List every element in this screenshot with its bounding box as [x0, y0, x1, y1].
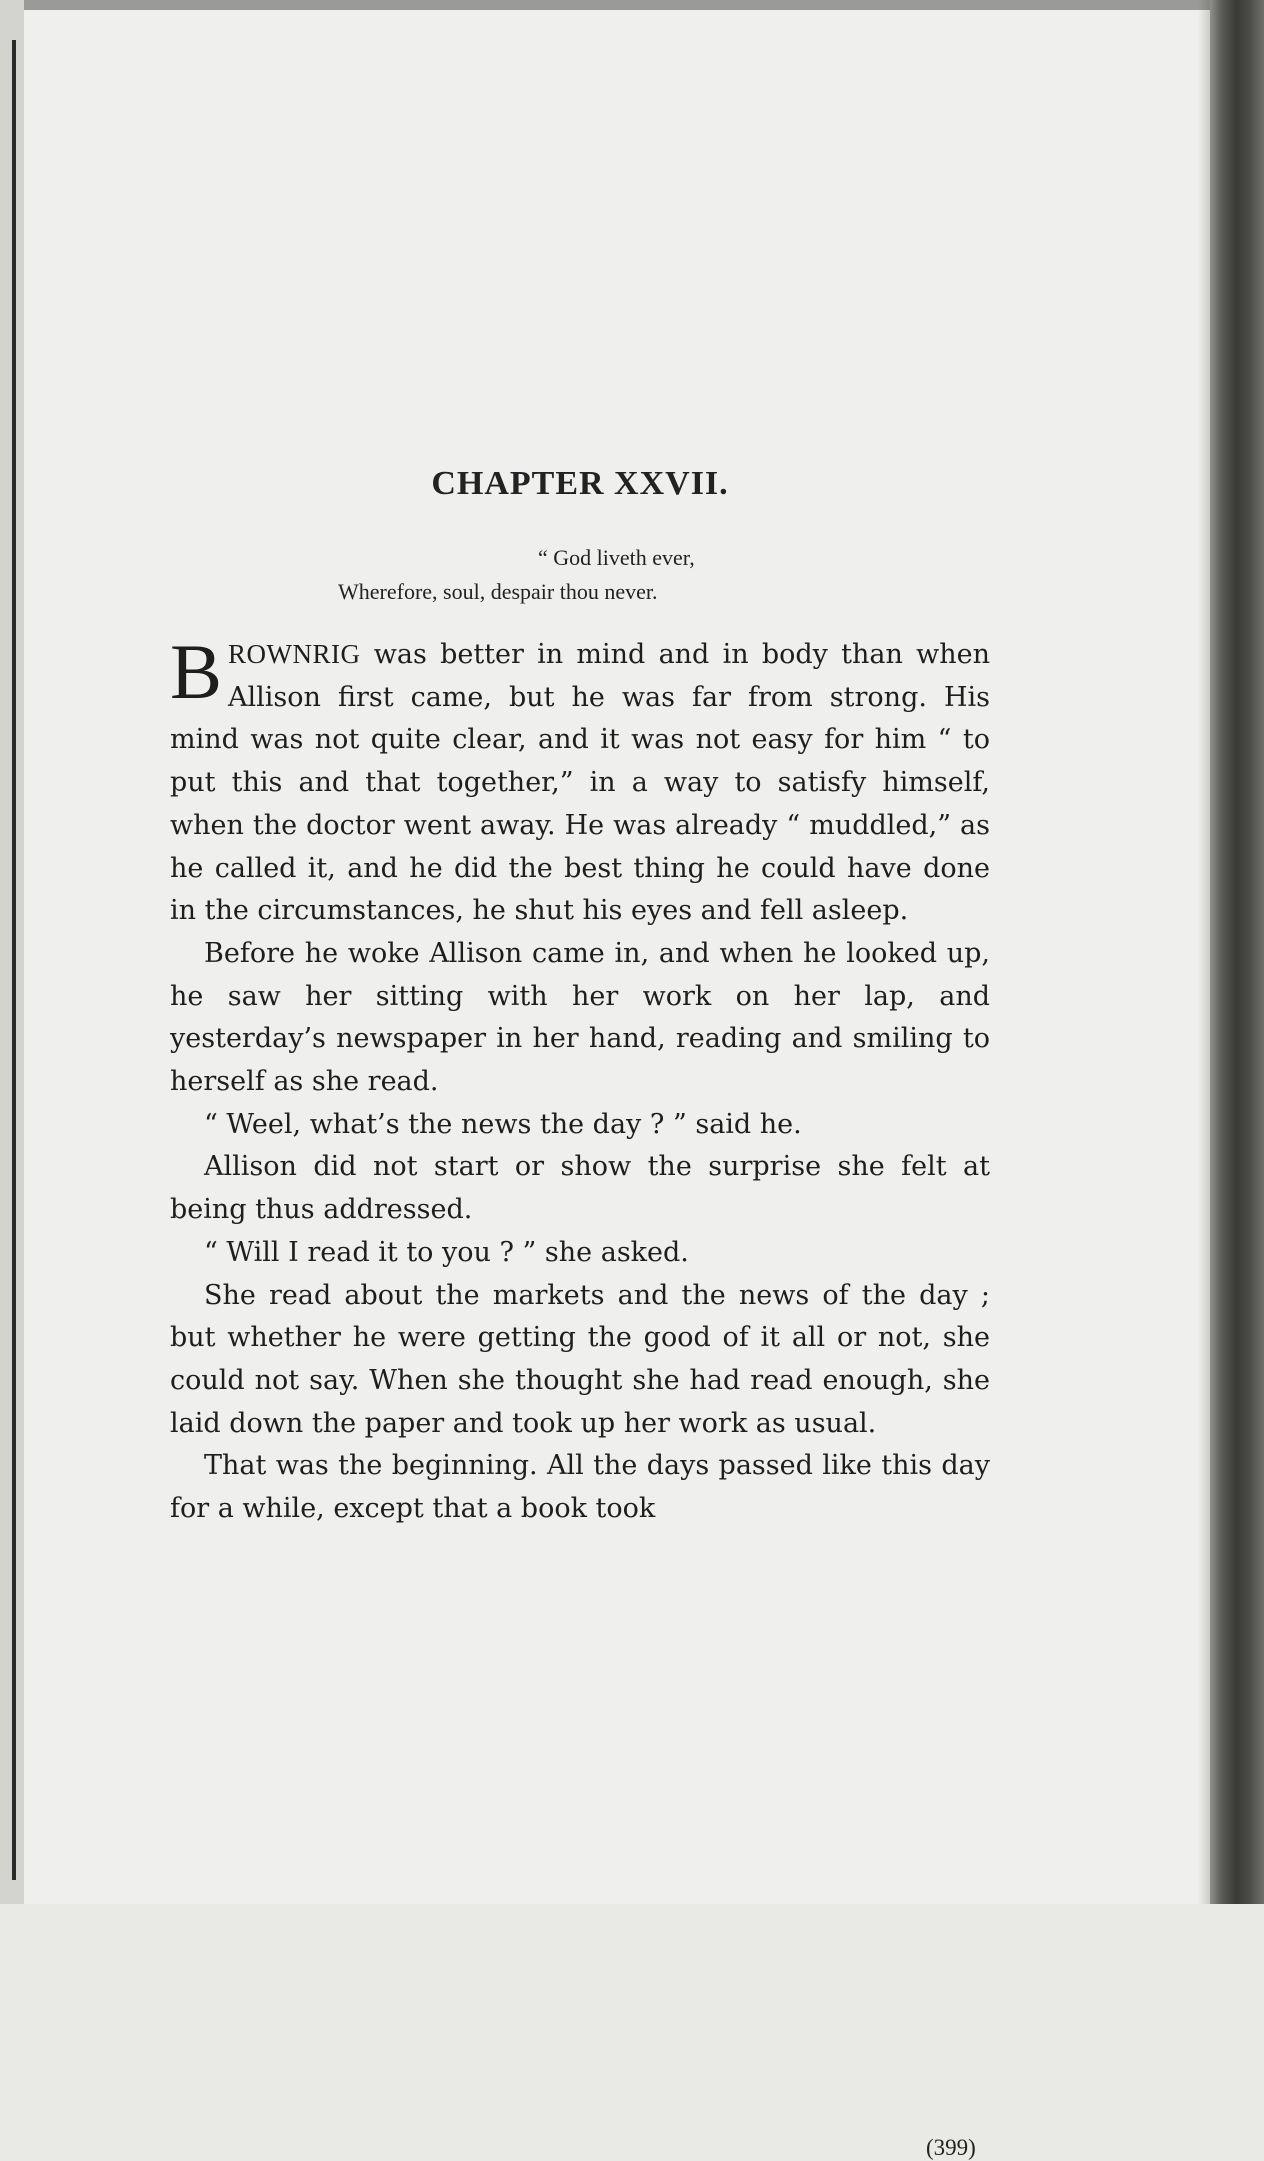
paragraph-3: “ Weel, what’s the news the day ? ” said he.: [204, 1108, 802, 1140]
epigraph-line-2: Wherefore, soul, despair thou never.: [338, 579, 658, 604]
paragraph-6: She read about the markets and the news of the day ; but whether he were getting the good of it all or not, she could not say. When she thought she had read enough, she laid down the paper and took up her work as usual.: [170, 1279, 990, 1439]
drop-cap: B: [170, 628, 223, 715]
paragraph-1: [170, 628, 990, 933]
chapter-title: CHAPTER XXVII.: [431, 465, 729, 502]
body-text: [170, 628, 990, 1531]
paragraph-7: That was the beginning. All the days passed like this day for a while, except that a book took: [170, 1450, 990, 1525]
epigraph-line-1: “ God liveth ever,: [538, 545, 695, 570]
top-page-edge: [0, 0, 1264, 10]
paragraph-1-text: was better in mind and in body than when Allison first came, but he was far from strong. His mind was not quite clear, and it was not easy for him “ to put this and that together,” in a way to satisfy himself, when the doctor went away. He was already “ muddled,” as he called it, and he did the best thing he could have done in the circumstances, he shut his eyes and fell asleep.: [170, 639, 990, 927]
paragraph-4: Allison did not start or show the surprise she felt at being thus addressed.: [170, 1151, 990, 1226]
paragraph-5: “ Will I read it to you ? ” she asked.: [204, 1236, 689, 1268]
left-binding-line: [12, 40, 16, 1880]
small-caps-opening: ROWNRIG: [228, 639, 361, 669]
page-number: (399): [926, 2135, 976, 2160]
right-book-edge: [1210, 0, 1264, 1904]
paragraph-2: Before he woke Allison came in, and when he looked up, he saw her sitting with her work on her lap, and yesterday’s newspaper in her hand, reading and smiling to herself as she read.: [170, 937, 990, 1098]
